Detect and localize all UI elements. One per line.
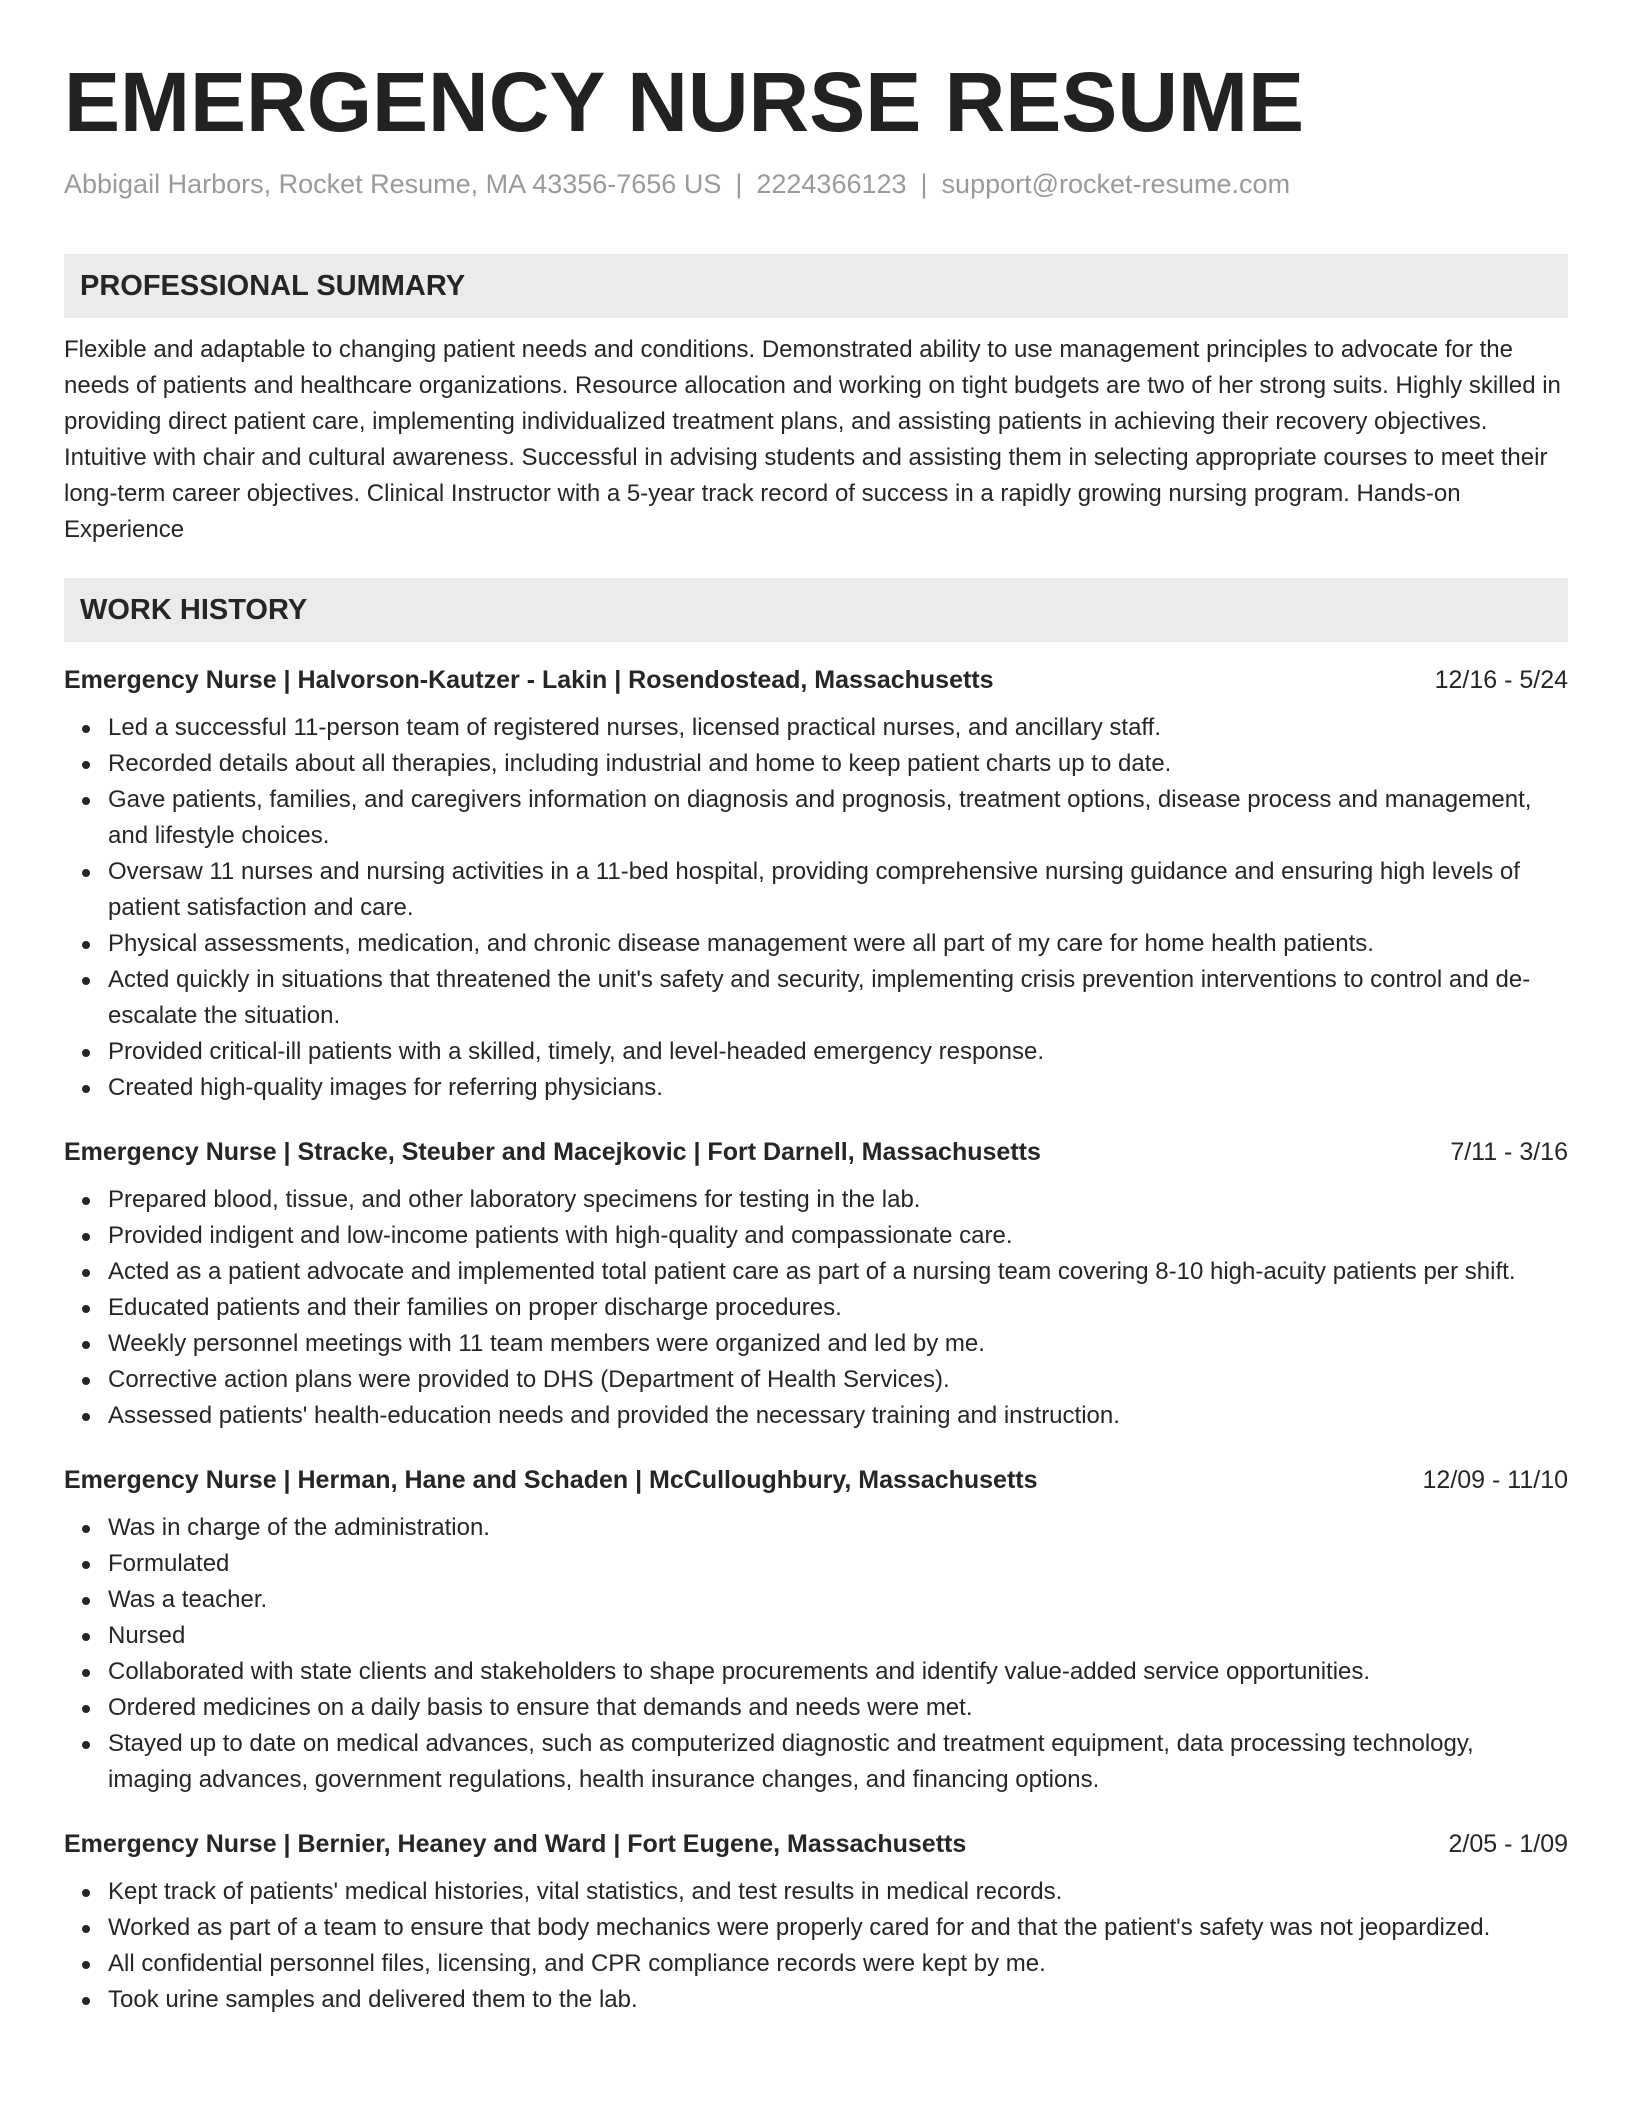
job-entry xyxy=(64,1460,1568,1798)
resume-page xyxy=(64,0,1568,2018)
job-title: Emergency Nurse | Stracke, Steuber and Macejkovic | Fort Darnell, Massachusetts xyxy=(64,1138,1041,1166)
job-header xyxy=(64,1460,1568,1500)
job-bullet: Nursed xyxy=(108,1618,1568,1654)
job-dates: 7/11 - 3/16 xyxy=(1450,1138,1568,1166)
contact-line xyxy=(64,166,1568,202)
job-entry xyxy=(64,1824,1568,2018)
job-bullet: Was in charge of the administration. xyxy=(108,1510,1568,1546)
job-dates: 12/09 - 11/10 xyxy=(1422,1466,1568,1494)
contact-separator: | xyxy=(735,169,743,199)
job-bullet: Educated patients and their families on proper discharge procedures. xyxy=(108,1290,1568,1326)
job-bullet: Acted as a patient advocate and implemented total patient care as part of a nursing team covering 8-10 high-acuity patients per shift. xyxy=(108,1254,1568,1290)
job-bullet: Weekly personnel meetings with 11 team members were organized and led by me. xyxy=(108,1326,1568,1362)
job-bullet: Created high-quality images for referring physicians. xyxy=(108,1070,1568,1106)
work-history-heading: WORK HISTORY xyxy=(64,578,1568,642)
job-bullet-list xyxy=(64,1510,1568,1798)
job-title: Emergency Nurse | Bernier, Heaney and Ward | Fort Eugene, Massachusetts xyxy=(64,1830,967,1858)
job-bullet: Ordered medicines on a daily basis to ensure that demands and needs were met. xyxy=(108,1690,1568,1726)
job-bullet: Kept track of patients' medical histories, vital statistics, and test results in medical records. xyxy=(108,1874,1568,1910)
job-bullet: Provided indigent and low-income patients with high-quality and compassionate care. xyxy=(108,1218,1568,1254)
job-bullet: Gave patients, families, and caregivers information on diagnosis and prognosis, treatment options, disease process and management, and lifestyle choices. xyxy=(108,782,1568,854)
job-bullet: Acted quickly in situations that threatened the unit's safety and security, implementing crisis prevention interventions to control and de-escalate the situation. xyxy=(108,962,1568,1034)
job-dates: 2/05 - 1/09 xyxy=(1448,1830,1568,1858)
job-bullet: Worked as part of a team to ensure that body mechanics were properly cared for and that the patient's safety was not jeopardized. xyxy=(108,1910,1568,1946)
contact-separator: | xyxy=(920,169,928,199)
job-bullet: Prepared blood, tissue, and other laboratory specimens for testing in the lab. xyxy=(108,1182,1568,1218)
job-bullet: Corrective action plans were provided to DHS (Department of Health Services). xyxy=(108,1362,1568,1398)
job-entry xyxy=(64,660,1568,1106)
job-bullet: Formulated xyxy=(108,1546,1568,1582)
job-bullet-list xyxy=(64,1874,1568,2018)
job-title: Emergency Nurse | Halvorson-Kautzer - Lakin | Rosendostead, Massachusetts xyxy=(64,666,994,694)
job-bullet: Assessed patients' health-education needs and provided the necessary training and instruction. xyxy=(108,1398,1568,1434)
job-bullet: Took urine samples and delivered them to the lab. xyxy=(108,1982,1568,2018)
job-header xyxy=(64,660,1568,700)
contact-address: Abbigail Harbors, Rocket Resume, MA 43356-7656 US xyxy=(64,169,722,199)
job-bullet-list xyxy=(64,1182,1568,1434)
job-bullet: Provided critical-ill patients with a skilled, timely, and level-headed emergency response. xyxy=(108,1034,1568,1070)
job-bullet: All confidential personnel files, licensing, and CPR compliance records were kept by me. xyxy=(108,1946,1568,1982)
job-dates: 12/16 - 5/24 xyxy=(1434,666,1568,694)
job-bullet: Led a successful 11-person team of registered nurses, licensed practical nurses, and ancillary staff. xyxy=(108,710,1568,746)
contact-phone: 2224366123 xyxy=(756,169,907,199)
summary-heading: PROFESSIONAL SUMMARY xyxy=(64,254,1568,318)
job-header xyxy=(64,1824,1568,1864)
job-entry xyxy=(64,1132,1568,1434)
resume-title: EMERGENCY NURSE RESUME xyxy=(64,55,1304,149)
job-bullet: Oversaw 11 nurses and nursing activities in a 11-bed hospital, providing comprehensive nursing guidance and ensuring high levels of patient satisfaction and care. xyxy=(108,854,1568,926)
job-bullet-list xyxy=(64,710,1568,1106)
job-bullet: Physical assessments, medication, and chronic disease management were all part of my care for home health patients. xyxy=(108,926,1568,962)
job-bullet: Recorded details about all therapies, including industrial and home to keep patient charts up to date. xyxy=(108,746,1568,782)
contact-email: support@rocket-resume.com xyxy=(941,169,1291,199)
job-bullet: Was a teacher. xyxy=(108,1582,1568,1618)
job-bullet: Collaborated with state clients and stakeholders to shape procurements and identify value-added service opportunities. xyxy=(108,1654,1568,1690)
job-header xyxy=(64,1132,1568,1172)
job-title: Emergency Nurse | Herman, Hane and Schaden | McCulloughbury, Massachusetts xyxy=(64,1466,1038,1494)
summary-text: Flexible and adaptable to changing patient needs and conditions. Demonstrated ability to use management principles to advocate for the needs of patients and healthcare organizations. Resource allocation and working on tight budgets are two of her strong suits. Highly skilled in providing direct patient care, implementing individualized treatment plans, and assisting patients in achieving their recovery objectives. Intuitive with chair and cultural awareness. Successful in advising students and assisting them in selecting appropriate courses to meet their long-term career objectives. Clinical Instructor with a 5-year track record of success in a rapidly growing nursing program. Hands-on Experience xyxy=(64,336,1561,543)
work-history-list xyxy=(64,660,1568,2018)
job-bullet: Stayed up to date on medical advances, such as computerized diagnostic and treatment equipment, data processing technology, imaging advances, government regulations, health insurance changes, and financing options. xyxy=(108,1726,1568,1798)
